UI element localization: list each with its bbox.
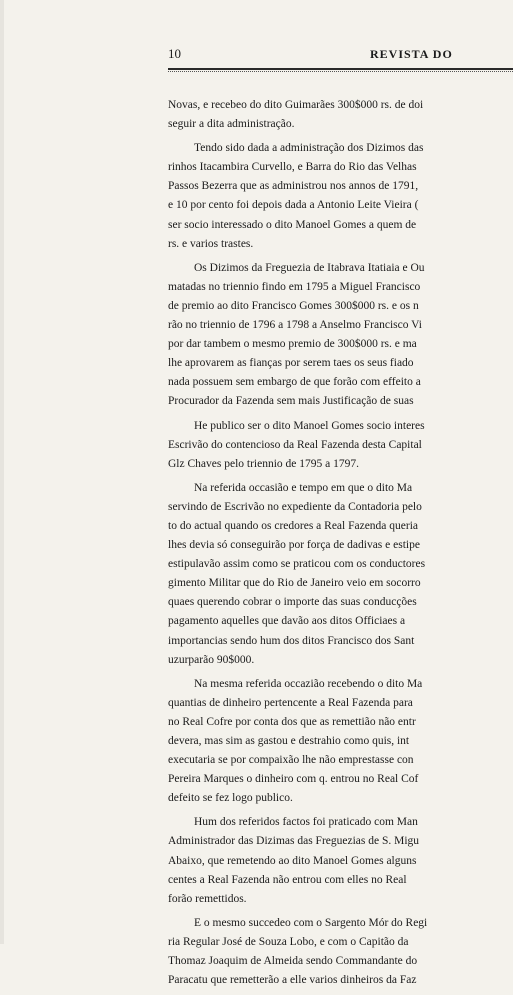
page-edge bbox=[0, 0, 4, 944]
paragraph bbox=[168, 479, 513, 670]
page-number: 10 bbox=[168, 46, 181, 61]
text-line: devera, mas sim as gastou e destrahio como quis, int bbox=[168, 735, 410, 747]
paragraph bbox=[168, 139, 513, 254]
text-line: ria Regular José de Souza Lobo, e com o Capitão da bbox=[168, 935, 409, 948]
text-line: rinhos Itacambira Curvello, e Barra do Rio das Velhas bbox=[168, 161, 417, 174]
text-line: Na referida occasião e tempo em que o dito Ma bbox=[194, 481, 413, 494]
text-line: Procurador da Fazenda sem mais Justificação de suas bbox=[168, 395, 414, 408]
text-line: He publico ser o dito Manoel Gomes socio interes bbox=[194, 419, 425, 432]
text-line: lhes devia só conseguirão por força de dadivas e estipe bbox=[168, 539, 420, 552]
text-line: por dar tambem o mesmo premio de 300$000 rs. e ma bbox=[168, 338, 417, 351]
text-line: Thomaz Joaquim de Almeida sendo Commandante do bbox=[168, 955, 418, 968]
text-line: Paracatu que remetterão a elle varios dinheiros da Faz bbox=[168, 974, 417, 987]
text-line: Novas, e recebeo do dito Guimarães 300$000 rs. de doi bbox=[168, 99, 424, 111]
text-line: Hum dos referidos factos foi praticado com Man bbox=[194, 816, 418, 829]
paragraph bbox=[168, 675, 513, 809]
text-line: nada possuem sem embargo de que forão com effeito a bbox=[168, 376, 421, 389]
text-line: rão no triennio de 1796 a 1798 a Anselmo Francisco Vi bbox=[168, 319, 422, 332]
text-line: Passos Bezerra que as administrou nos annos de 1791, bbox=[168, 180, 419, 193]
text-line: Os Dizimos da Freguezia de Itabrava Itatiaia e Ou bbox=[194, 261, 425, 274]
text-line: pagamento aquelles que davão aos ditos Officiaes a bbox=[168, 615, 406, 628]
text-line: forão remettidos. bbox=[168, 892, 247, 905]
header-rule bbox=[168, 68, 513, 70]
text-line: de premio ao dito Francisco Gomes 300$000 rs. e os n bbox=[168, 299, 419, 312]
text-line: lhe aprovarem as fianças por serem taes os seus fiado bbox=[168, 357, 414, 370]
text-line: importancias sendo hum dos ditos Francisco dos Sant bbox=[168, 634, 415, 647]
text-line: gimento Militar que do Rio de Janeiro veio em socorro bbox=[168, 577, 421, 590]
text-line: to do actual quando os credores a Real Fazenda queria bbox=[168, 519, 419, 532]
text-line: servindo de Escrivão no expediente da Contadoria pelo bbox=[168, 500, 422, 513]
text-line: Administrador das Dizimas das Freguezias de S. Migu bbox=[168, 835, 420, 848]
text-line: estipulavão assim como se praticou com os conductores bbox=[168, 558, 426, 571]
text-line: no Real Cofre por conta dos que as remettião não entr bbox=[168, 715, 416, 728]
paragraph bbox=[168, 96, 513, 134]
text-line: Pereira Marques o dinheiro com q. entrou no Real Cof bbox=[168, 773, 419, 786]
text-line: Abaixo, que remetendo ao dito Manoel Gomes alguns bbox=[168, 854, 417, 867]
paragraph bbox=[168, 259, 513, 412]
text-line: E o mesmo succedeo com o Sargento Mór do Regi bbox=[194, 916, 428, 929]
text-line: Tendo sido dada a administração dos Dizimos das bbox=[194, 142, 424, 155]
paragraph bbox=[168, 914, 513, 990]
body-text bbox=[168, 96, 513, 995]
text-line: rs. e varios trastes. bbox=[168, 237, 254, 250]
paragraph bbox=[168, 813, 513, 908]
paragraph bbox=[168, 417, 513, 474]
text-line: quantias de dinheiro pertencente a Real Fazenda para bbox=[168, 696, 413, 709]
text-line: defeito se fez logo publico. bbox=[168, 792, 293, 805]
text-line: seguir a dita administração. bbox=[168, 118, 295, 131]
text-line: Glz Chaves pelo triennio de 1795 a 1797. bbox=[168, 457, 359, 470]
running-title: REVISTA DO bbox=[370, 47, 453, 61]
text-line: Na mesma referida occazião recebendo o dito Ma bbox=[194, 677, 423, 690]
text-line: executaria se por compaixão lhe não emprestasse con bbox=[168, 754, 414, 767]
text-line: ser socio interessado o dito Manoel Gomes a quem de bbox=[168, 218, 417, 231]
text-line: Escrivão do contencioso da Real Fazenda desta Capital bbox=[168, 438, 422, 451]
text-line: centes a Real Fazenda não entrou com elles no Real bbox=[168, 873, 407, 886]
header-rule-dotted bbox=[168, 71, 513, 72]
page-header bbox=[168, 40, 513, 68]
text-line: uzurparão 90$000. bbox=[168, 653, 255, 666]
text-line: matadas no triennio findo em 1795 a Miguel Francisco bbox=[168, 280, 421, 293]
text-line: e 10 por cento foi depois dada a Antonio Leite Vieira ( bbox=[168, 199, 419, 212]
text-line: quaes querendo cobrar o importe das suas conducções bbox=[168, 596, 417, 609]
